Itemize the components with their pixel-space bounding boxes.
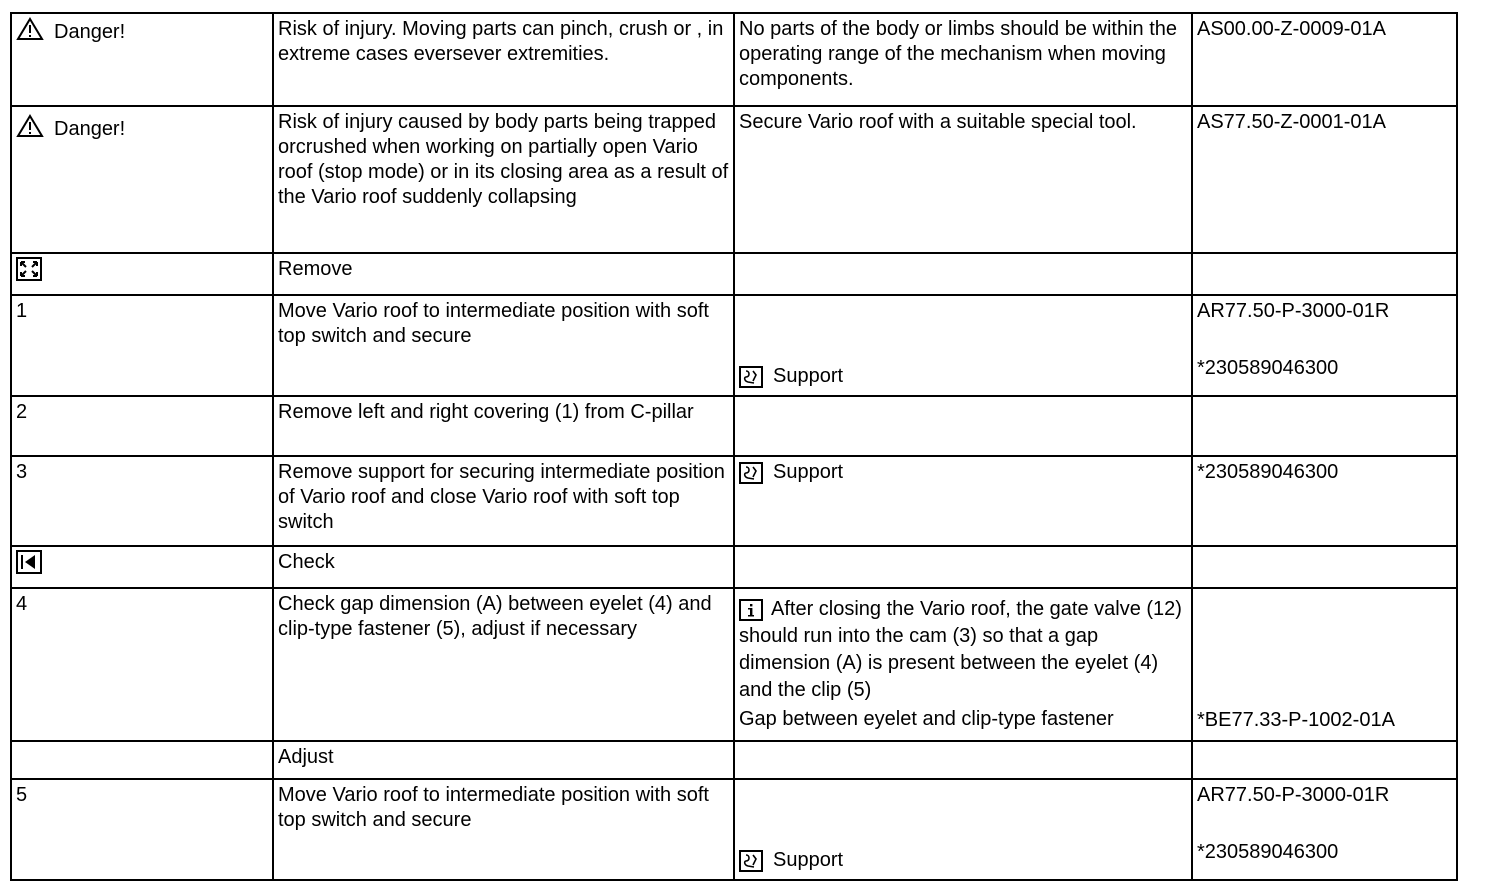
table-row xyxy=(11,396,1457,456)
step-number: 5 xyxy=(11,779,273,880)
info-cell xyxy=(734,588,1192,741)
table-row xyxy=(11,546,1457,588)
step-instruction: Remove left and right covering (1) from C-pillar xyxy=(273,396,734,456)
section-title-remove: Remove xyxy=(273,253,734,295)
document-reference[interactable]: AS77.50-Z-0001-01A xyxy=(1192,106,1457,253)
part-number[interactable]: *230589046300 xyxy=(1197,841,1339,863)
table-row xyxy=(11,106,1457,253)
table-row xyxy=(11,13,1457,106)
tool-label: Support xyxy=(773,365,844,387)
special-tool-icon xyxy=(739,366,763,388)
info-text: After closing the Vario roof, the gate valve (12) should run into the cam (3) so that a gap dimension (A) is present between the eyelet (4) and the clip (5) xyxy=(739,598,1182,701)
reference-cell xyxy=(1192,295,1457,396)
table-row xyxy=(11,779,1457,880)
tool-label: Support xyxy=(773,849,844,871)
warning-triangle-icon xyxy=(16,17,44,48)
step-number: 4 xyxy=(11,588,273,741)
safety-instruction: Secure Vario roof with a suitable special tool. xyxy=(734,106,1192,253)
figure-reference[interactable]: *BE77.33-P-1002-01A xyxy=(1197,709,1395,731)
step-number: 3 xyxy=(11,456,273,546)
table-row xyxy=(11,456,1457,546)
danger-label: Danger! xyxy=(54,118,126,140)
step-number: 1 xyxy=(11,295,273,396)
step-number: 2 xyxy=(11,396,273,456)
tool-cell xyxy=(734,779,1192,880)
part-number[interactable]: *230589046300 xyxy=(1197,357,1339,379)
danger-label: Danger! xyxy=(54,21,126,43)
tool-cell xyxy=(734,456,1192,546)
section-title-adjust: Adjust xyxy=(273,741,734,779)
step-instruction: Move Vario roof to intermediate position with soft top switch and secure xyxy=(273,295,734,396)
tool-cell xyxy=(734,295,1192,396)
reference-cell xyxy=(1192,779,1457,880)
hazard-description: Risk of injury. Moving parts can pinch, crush or , in extreme cases eversever extremities. xyxy=(273,13,734,106)
document-reference[interactable]: AR77.50-P-3000-01R xyxy=(1197,300,1390,322)
step-instruction: Remove support for securing intermediate position of Vario roof and close Vario roof with soft top switch xyxy=(273,456,734,546)
section-title-check: Check xyxy=(273,546,734,588)
table-row xyxy=(11,253,1457,295)
tool-label: Support xyxy=(773,461,844,483)
safety-instruction: No parts of the body or limbs should be within the operating range of the mechanism when moving components. xyxy=(734,13,1192,106)
document-reference[interactable]: AS00.00-Z-0009-01A xyxy=(1192,13,1457,106)
section-icon-cell xyxy=(11,546,273,588)
section-icon-cell xyxy=(11,253,273,295)
figure-caption: Gap between eyelet and clip-type fastener xyxy=(739,708,1114,730)
table-row xyxy=(11,295,1457,396)
step-instruction: Check gap dimension (A) between eyelet (4) and clip-type fastener (5), adjust if necessary xyxy=(273,588,734,741)
info-icon xyxy=(739,599,763,621)
part-number[interactable]: *230589046300 xyxy=(1192,456,1457,546)
reference-cell xyxy=(1192,588,1457,741)
danger-cell xyxy=(11,13,273,106)
check-icon xyxy=(16,550,42,581)
special-tool-icon xyxy=(739,850,763,872)
remove-icon xyxy=(16,257,42,288)
warning-triangle-icon xyxy=(16,114,44,145)
danger-cell xyxy=(11,106,273,253)
hazard-description: Risk of injury caused by body parts being trapped orcrushed when working on partially open Vario roof (stop mode) or in its closing area as a result of the Vario roof suddenly collapsing xyxy=(273,106,734,253)
document-reference[interactable]: AR77.50-P-3000-01R xyxy=(1197,784,1390,806)
step-instruction: Move Vario roof to intermediate position with soft top switch and secure xyxy=(273,779,734,880)
table-row xyxy=(11,588,1457,741)
table-row xyxy=(11,741,1457,779)
procedure-table xyxy=(10,12,1458,881)
special-tool-icon xyxy=(739,462,763,484)
